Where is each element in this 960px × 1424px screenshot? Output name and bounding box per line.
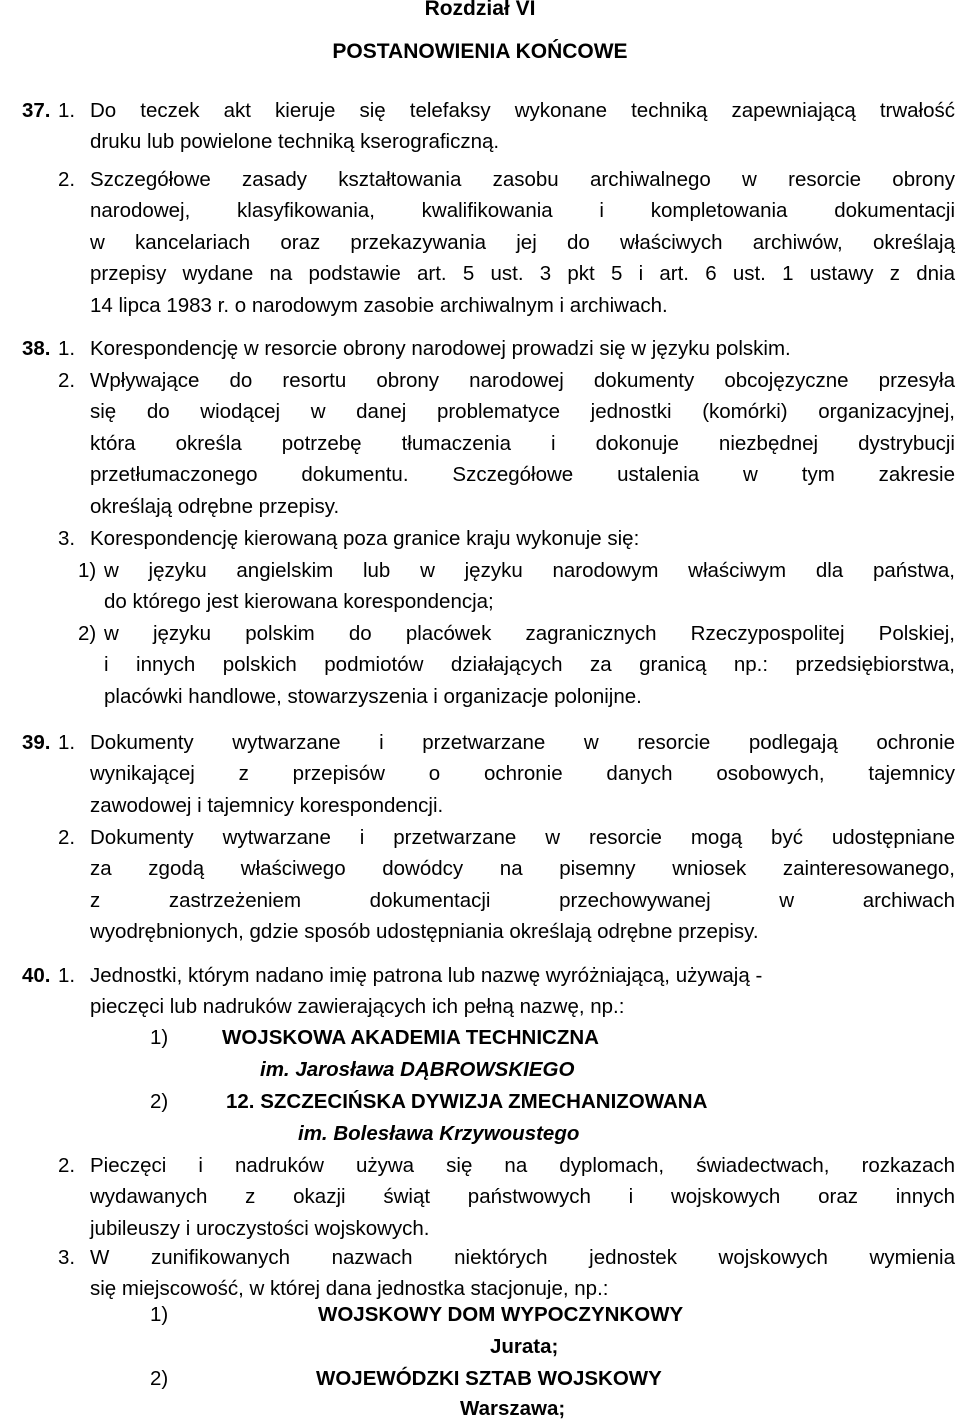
text-line: placówki handlowe, stowarzyszenia i organizacje polonijne. — [104, 684, 642, 708]
text-line: w języku polskim do placówek zagranicznych Rzeczypospolitej Polskiej, — [104, 622, 955, 645]
text-line: przepisy wydane na podstawie art. 5 ust. 3 pkt 5 i art. 6 ust. 1 ustawy z dnia — [90, 262, 955, 286]
point-text — [90, 822, 955, 948]
example-unit-name: WOJSKOWA AKADEMIA TECHNICZNA — [222, 1026, 599, 1049]
point-number: 3. — [58, 1246, 76, 1269]
point-text — [90, 95, 955, 158]
text-line: zawodowej i tajemnicy korespondencji. — [90, 793, 444, 817]
text-line: przetłumaczonego dokumentu. Szczegółowe ustalenia w tym zakresie — [90, 463, 955, 487]
point-number: 2. — [58, 369, 76, 392]
chapter-heading: Rozdział VI — [424, 0, 536, 20]
point-text — [90, 1242, 955, 1305]
example-unit-name: 12. SZCZECIŃSKA DYWIZJA ZMECHANIZOWANA — [226, 1090, 708, 1113]
text-line: Dokumenty wytwarzane i przetwarzane w resorcie podlegają ochronie — [90, 731, 955, 754]
text-line: która określa potrzebę tłumaczenia i dokonuje niezbędnej dystrybucji — [90, 431, 955, 455]
example-unit-name: WOJEWÓDZKI SZTAB WOJSKOWY — [316, 1367, 662, 1390]
text-line: się miejscowość, w której dana jednostka stacjonuje, np.: — [90, 1277, 609, 1301]
item-number: 2) — [78, 622, 97, 645]
paragraph-number: 39. — [22, 731, 51, 754]
item-text — [104, 618, 955, 712]
point-number: 1. — [58, 99, 76, 122]
example-unit-name: WOJSKOWY DOM WYPOCZYNKOWY — [318, 1303, 684, 1326]
paragraph-number: 38. — [22, 337, 51, 360]
text-line: określają odrębne przepisy. — [90, 494, 340, 518]
point-text — [90, 365, 955, 522]
example-unit-patron: im. Jarosława DĄBROWSKIEGO — [260, 1058, 575, 1081]
text-line: 14 lipca 1983 r. o narodowym zasobie archiwalnym i archiwach. — [90, 293, 668, 317]
example-number: 2) — [150, 1090, 169, 1113]
point-text — [90, 333, 955, 364]
text-line: z zastrzeżeniem dokumentacji przechowywanej w archiwach — [90, 888, 955, 912]
text-line: narodowej, klasyfikowania, kwalifikowania i kompletowania dokumentacji — [90, 199, 955, 223]
point-number: 2. — [58, 826, 76, 849]
point-text — [90, 1150, 955, 1244]
point-number: 1. — [58, 731, 76, 754]
point-number: 2. — [58, 1154, 76, 1177]
text-line: Do teczek akt kieruje się telefaksy wykonane techniką zapewniającą trwałość — [90, 99, 955, 122]
paragraph-number: 37. — [22, 99, 51, 122]
text-line: w języku angielskim lub w języku narodowym właściwym dla państwa, — [104, 559, 955, 582]
text-line: jubileuszy i uroczystości wojskowych. — [90, 1216, 430, 1240]
example-unit-patron: im. Bolesława Krzywoustego — [298, 1122, 580, 1145]
point-text — [90, 960, 955, 1023]
text-line: Pieczęci i nadruków używa się na dyplomach, świadectwach, rozkazach — [90, 1154, 955, 1177]
text-line: wynikającej z przepisów o ochronie danych osobowych, tajemnicy — [90, 762, 955, 786]
text-line: Korespondencję kierowaną poza granice kraju wykonuje się: — [90, 527, 640, 550]
text-line: wydawanych z okazji świąt państwowych i wojskowych oraz innych — [90, 1185, 955, 1209]
text-line: Dokumenty wytwarzane i przetwarzane w resorcie mogą być udostępniane — [90, 826, 955, 849]
text-line: do którego jest kierowana korespondencja; — [104, 590, 494, 614]
text-line: Korespondencję w resorcie obrony narodowej prowadzi się w języku polskim. — [90, 337, 791, 360]
text-line: pieczęci lub nadruków zawierających ich pełną nazwę, np.: — [90, 995, 625, 1019]
text-line: Szczegółowe zasady kształtowania zasobu archiwalnego w resorcie obrony — [90, 168, 955, 191]
text-line: Jednostki, którym nadano imię patrona lub nazwę wyróżniającą, używają - — [90, 964, 763, 987]
text-line: druku lub powielone techniką kserograficzną. — [90, 130, 500, 154]
text-line: się do wiodącej w danej problematyce jednostki (komórki) organizacyjnej, — [90, 400, 955, 424]
point-number: 1. — [58, 964, 76, 987]
text-line: w kancelariach oraz przekazywania jej do właściwych archiwów, określają — [90, 230, 955, 254]
example-unit-location: Warszawa; — [460, 1397, 566, 1420]
example-number: 1) — [150, 1303, 169, 1326]
section-title: POSTANOWIENIA KOŃCOWE — [332, 40, 628, 63]
text-line: W zunifikowanych nazwach niektórych jednostek wojskowych wymienia — [90, 1246, 955, 1269]
example-unit-location: Jurata; — [490, 1335, 559, 1358]
item-text — [104, 555, 955, 618]
example-number: 2) — [150, 1367, 169, 1390]
text-line: i innych polskich podmiotów działających za granicą np.: przedsiębiorstwa, — [104, 653, 955, 677]
item-number: 1) — [78, 559, 97, 582]
example-number: 1) — [150, 1026, 169, 1049]
text-line: Wpływające do resortu obrony narodowej dokumenty obcojęzyczne przesyła — [90, 369, 955, 392]
paragraph-number: 40. — [22, 964, 51, 987]
point-text — [90, 727, 955, 821]
point-number: 1. — [58, 337, 76, 360]
point-number: 3. — [58, 527, 76, 550]
point-text — [90, 523, 955, 554]
text-line: wyodrębnionych, gdzie sposób udostępniania określają odrębne przepisy. — [90, 920, 759, 944]
point-number: 2. — [58, 168, 76, 191]
point-text — [90, 164, 955, 321]
text-line: za zgodą właściwego dowódcy na pisemny wniosek zainteresowanego, — [90, 857, 955, 881]
